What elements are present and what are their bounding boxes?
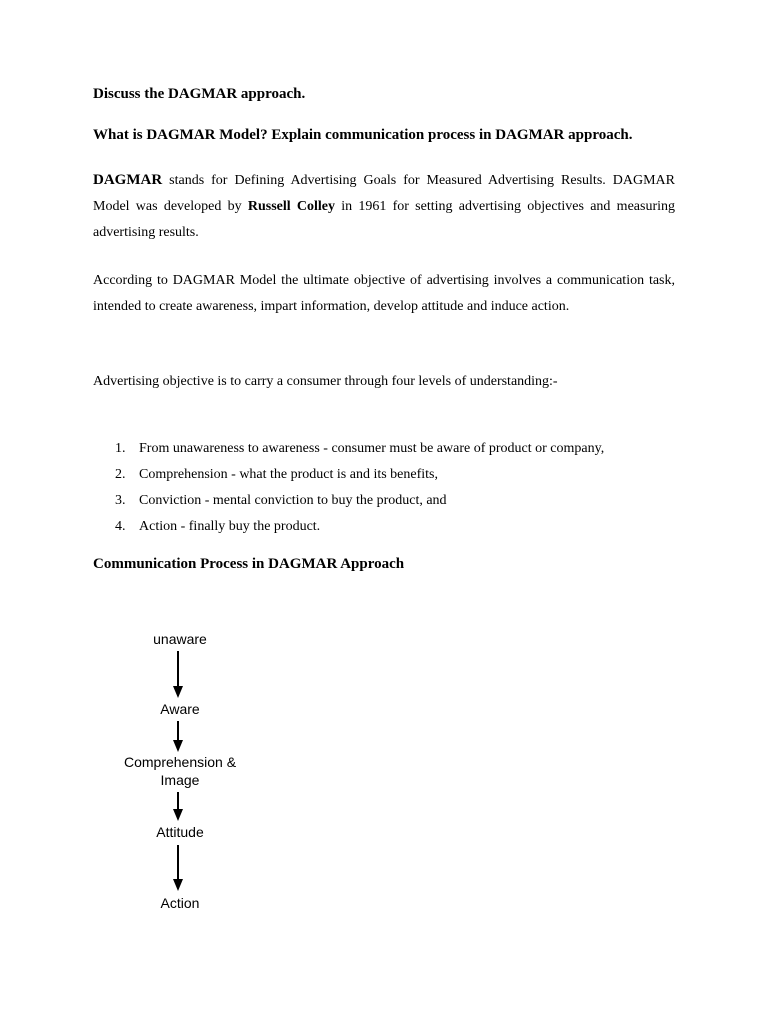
list-item — [93, 436, 604, 462]
dagmar-flow-diagram — [100, 620, 260, 920]
flow-step-aware: Aware — [160, 701, 200, 717]
flow-step-action: Action — [160, 895, 200, 911]
list-item — [93, 462, 604, 488]
flow-arrow — [173, 845, 183, 891]
levels-list — [93, 436, 604, 540]
paragraph-definition — [93, 167, 675, 246]
list-number: 1. — [115, 441, 126, 456]
question-heading-1: Discuss the DAGMAR approach. — [93, 86, 306, 102]
list-item — [93, 488, 604, 514]
flow-arrows — [100, 620, 260, 920]
flow-step-comprehension: Comprehension & — [123, 754, 237, 770]
author-name: Russell Colley — [247, 199, 335, 214]
flow-arrow — [173, 721, 183, 752]
list-item — [93, 514, 604, 540]
list-number: 3. — [115, 493, 126, 508]
flow-step-unaware: unaware — [153, 631, 207, 647]
dagmar-term: DAGMAR — [93, 172, 163, 188]
paragraph-objective: According to DAGMAR Model the ultimate objective of advertising involves a communication task, intended to create awareness, impart information, develop attitude and induce action. — [93, 273, 675, 314]
list-number: 2. — [115, 467, 126, 482]
paragraph-levels-intro: Advertising objective is to carry a consumer through four levels of understanding:- — [93, 374, 558, 389]
question-heading-2: What is DAGMAR Model? Explain communication process in DAGMAR approach. — [93, 127, 633, 143]
list-text: Action - finally buy the product. — [139, 519, 321, 534]
list-text: Conviction - mental conviction to buy the product, and — [139, 493, 447, 508]
list-text: From unawareness to awareness - consumer must be aware of product or company, — [139, 441, 605, 456]
flow-step-image: Image — [160, 772, 200, 788]
definition-text-a: stands for Defining Advertising Goals for Measured Advertising Results. DAGMAR Model was developed by — [93, 173, 675, 214]
flow-arrow — [173, 792, 183, 821]
section-heading: Communication Process in DAGMAR Approach — [93, 556, 405, 572]
list-text: Comprehension - what the product is and its benefits, — [139, 467, 438, 482]
list-number: 4. — [115, 519, 126, 534]
flow-step-attitude: Attitude — [156, 824, 204, 840]
flow-arrow — [173, 651, 183, 698]
definition-text-b: in 1961 for setting advertising objectives and measuring advertising results. — [93, 199, 675, 240]
